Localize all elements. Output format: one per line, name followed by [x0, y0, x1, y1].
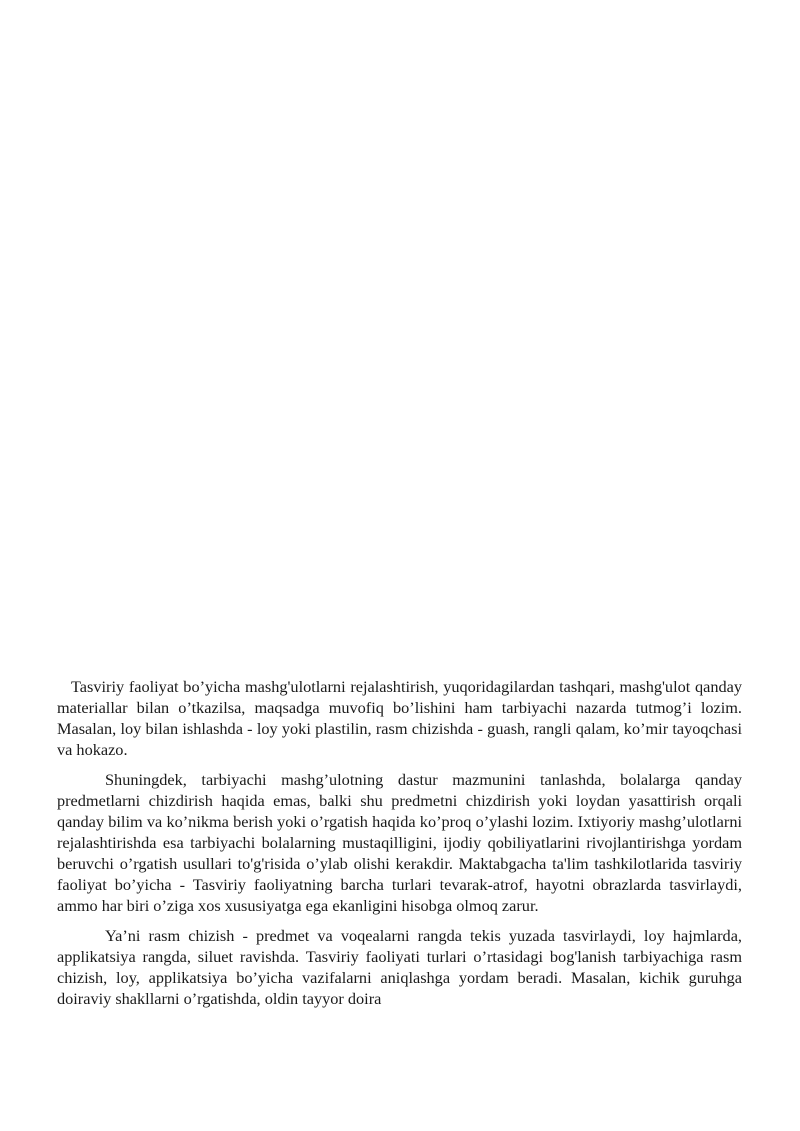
body-text — [57, 676, 742, 1009]
paragraph-1: Tasviriy faoliyat bo’yicha mashg'ulotlarni rejalashtirish, yuqoridagilardan tashqari, mashg'ulot qanday materiallar bilan o’tkazilsa, maqsadga muvofiq bo’lishini ham tarbiyachi nazarda tutmog’i lozim. Masalan, loy bilan ishlashda - loy yoki plastilin, rasm chizishda - guash, rangli qalam, ko’mir tayoqchasi va hokazo. — [57, 677, 742, 759]
paragraph-3: Ya’ni rasm chizish - predmet va voqealarni rangda tekis yuzada tasvirlaydi, loy hajmlarda, applikatsiya rangda, siluet ravishda. Tasviriy faoliyati turlari o’rtasidagi bog'lanish tarbiyachiga rasm chizish, loy, applikatsiya bo’yicha vazifalarni aniqlashga yordam beradi. Masalan, kichik guruhga doiraviy shakllarni o’rgatishda, oldin tayyor doira — [57, 926, 742, 1008]
paragraph-2: Shuningdek, tarbiyachi mashg’ulotning dastur mazmunini tanlashda, bolalarga qanday predmetlarni chizdirish haqida emas, balki shu predmetni chizdirish yoki loydan yasattirish orqali qanday bilim va ko’nikma berish yoki o’rgatish haqida ko’proq o’ylashi lozim. Ixtiyoriy mashg’ulotlarni rejalashtirishda esa tarbiyachi bolalarning mustaqilligini, ijodiy qobiliyatlarini rivojlantirishga yordam beruvchi o’rgatish usullari to'g'risida o’ylab olishi kerakdir. Maktabgacha ta'lim tashkilotlarida tasviriy faoliyat bo’yicha - Tasviriy faoliyatning barcha turlari tevarak-atrof, hayotni obrazlarda tasvirlaydi, ammo har biri o’ziga xos xususiyatga ega ekanligini hisobga olmoq zarur. — [57, 770, 742, 915]
